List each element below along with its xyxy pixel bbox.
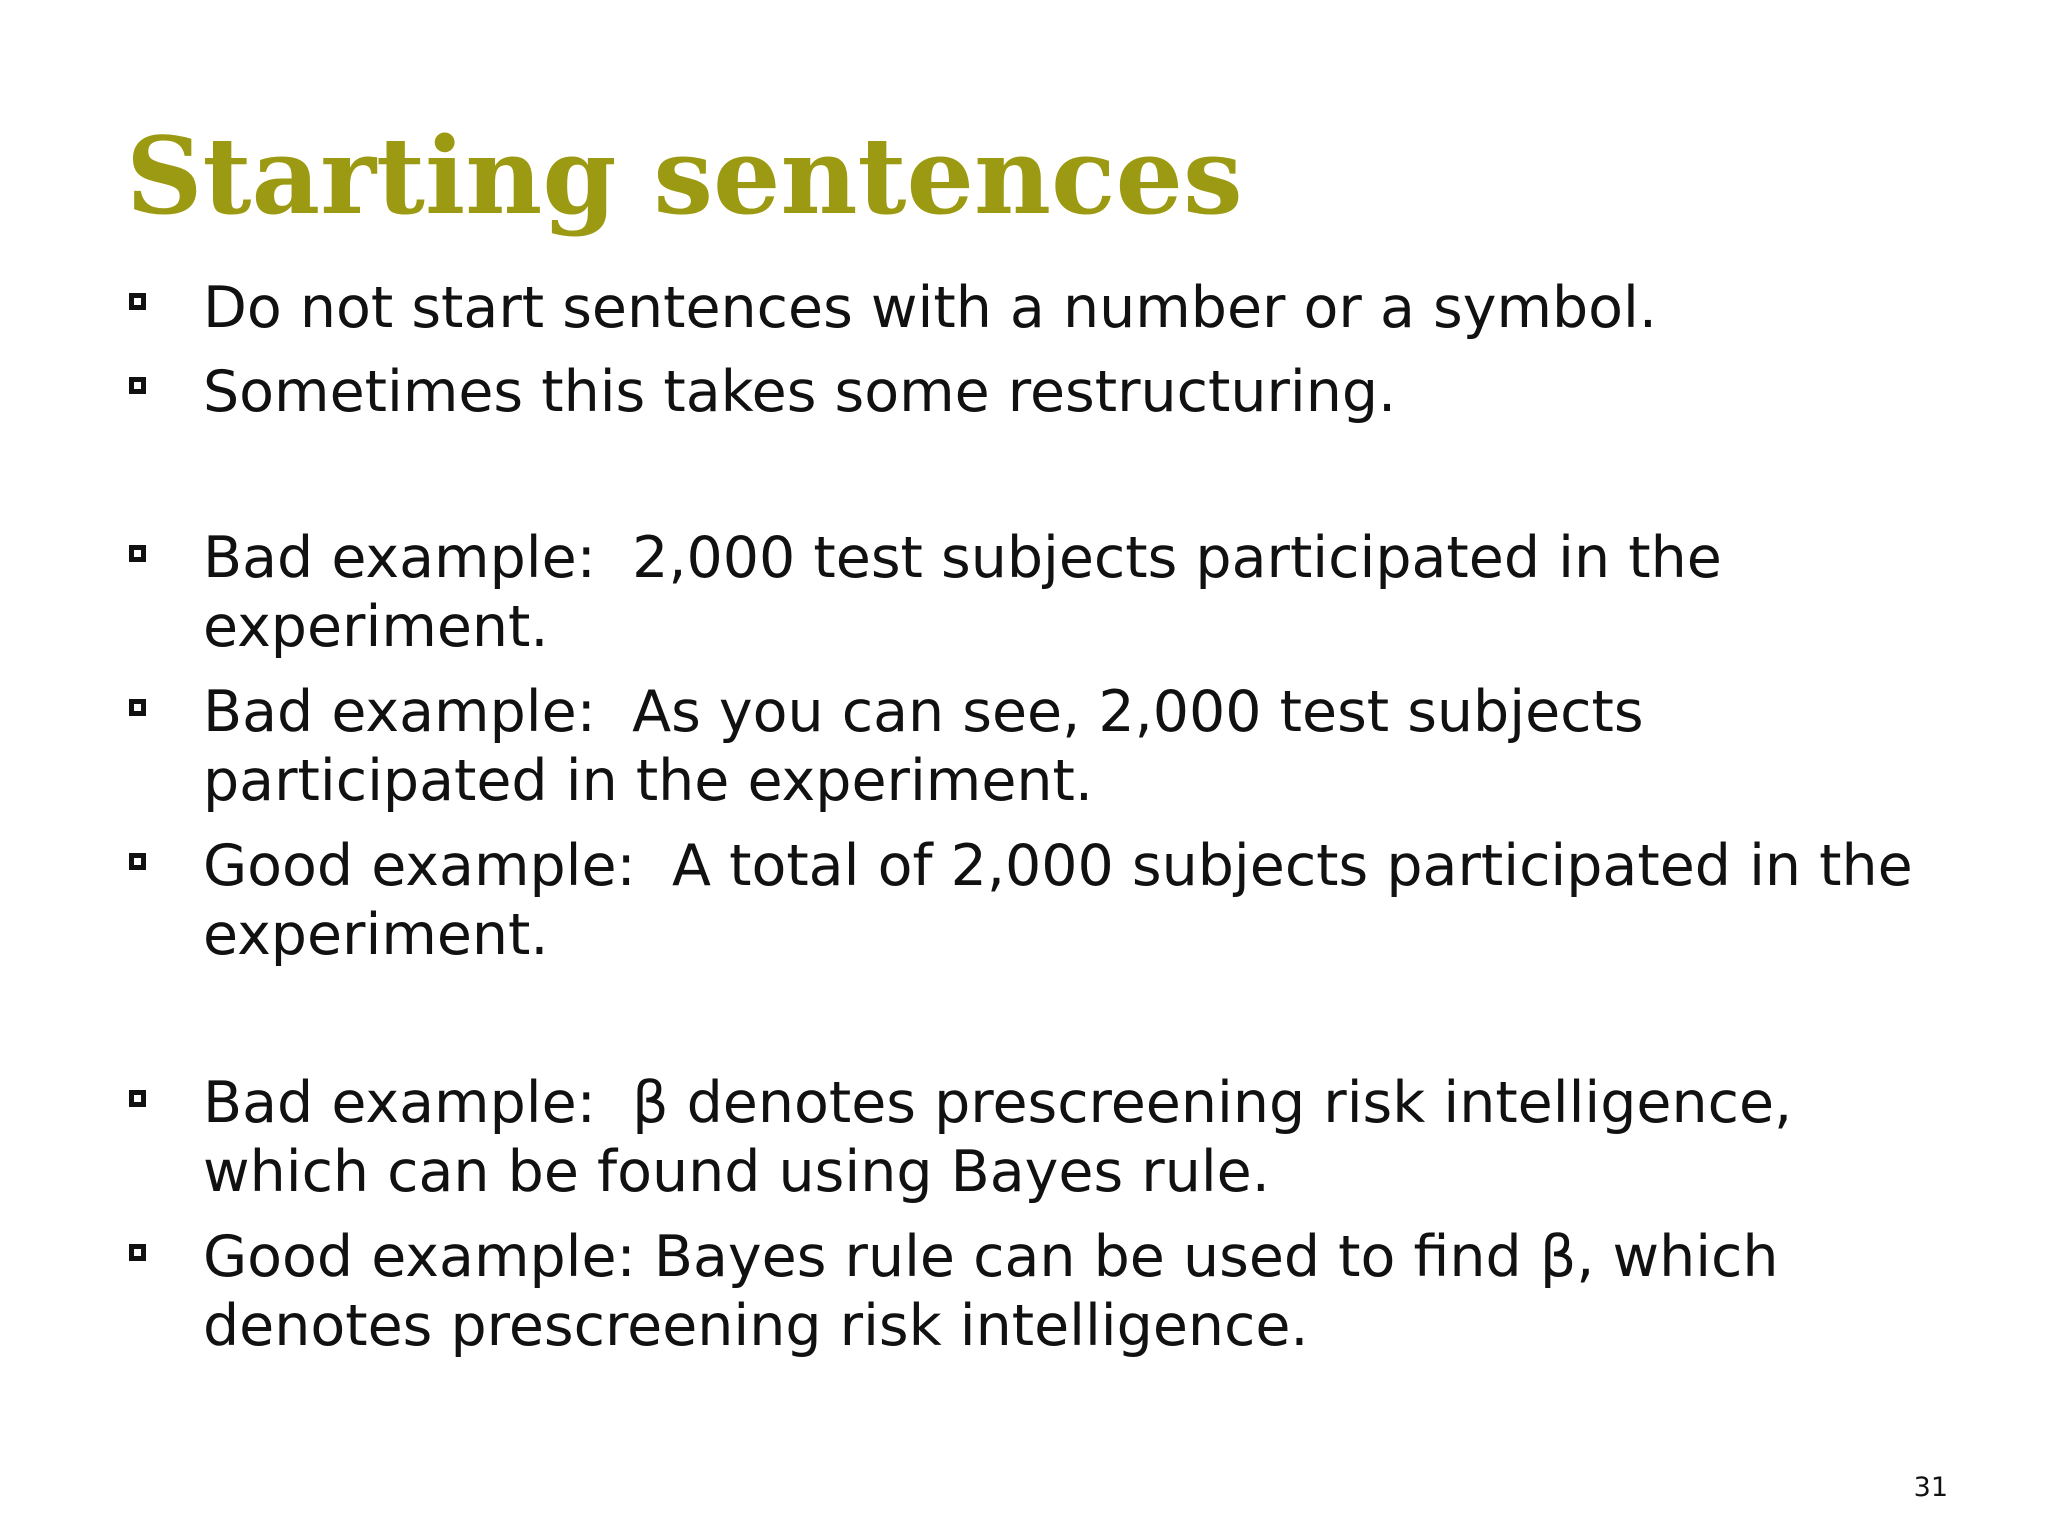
hollow-square-bullet-icon: [129, 1244, 146, 1261]
hollow-square-bullet-icon: [129, 377, 146, 394]
bullet-text: Sometimes this takes some restructuring.: [203, 359, 1397, 425]
bullet-text: Bad example: 2,000 test subjects participated in the experiment.: [203, 525, 1740, 660]
hollow-square-bullet-icon: [129, 293, 146, 310]
hollow-square-bullet-icon: [129, 853, 146, 870]
slide-title: Starting sentences: [126, 113, 1243, 238]
bullet-text: Good example: A total of 2,000 subjects participated in the experiment.: [203, 833, 1931, 968]
bullet-text: Bad example: As you can see, 2,000 test subjects participated in the experiment.: [203, 679, 1662, 814]
page-number: 31: [1913, 1472, 1948, 1503]
bullet-text: Do not start sentences with a number or a symbol.: [203, 275, 1658, 341]
hollow-square-bullet-icon: [129, 545, 146, 562]
hollow-square-bullet-icon: [129, 1090, 146, 1107]
bullet-text: Good example: Bayes rule can be used to find β, which denotes prescreening risk intelligence.: [203, 1224, 1797, 1359]
bullet-text: Bad example: β denotes prescreening risk intelligence, which can be found using Bayes rule.: [203, 1070, 1811, 1205]
hollow-square-bullet-icon: [129, 699, 146, 716]
